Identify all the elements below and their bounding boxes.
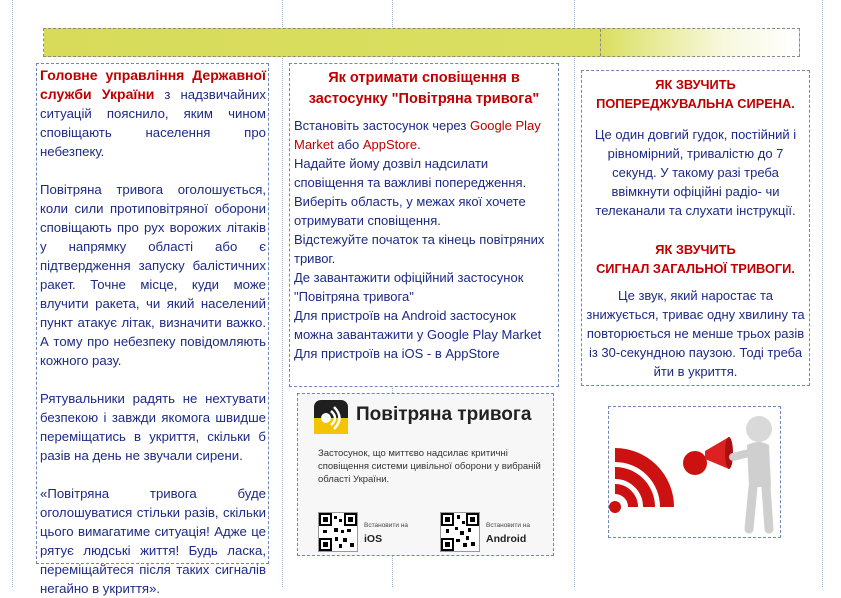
step-region: Виберіть область, у межах якої хочете отримувати сповіщення. [294, 194, 526, 228]
alert-definition-paragraph: Повітряна тривога оголошується, коли сили протиповітряної оборони сповіщають про рух ворожих літаків у напрямку області або є підтвердження запуску балістичних ракет. Точне місце, куди може влучити ракета, чи який населений пункт атакує літак, визначити важко. А тому про небезпеку повідомляють кожного разу. [40, 182, 266, 368]
intro-paragraph [40, 66, 266, 161]
warning-siren-heading-2: ПОПЕРЕДЖУВАЛЬНА СИРЕНА. [596, 96, 795, 111]
app-instructions-title: Як отримати сповіщення в застосунку "Повітряна тривога" [308, 70, 540, 107]
app-title: Повітряна тривога [356, 404, 532, 425]
guide-line [574, 0, 575, 587]
megaphone-person-icon [609, 407, 780, 537]
step-install-or: або [333, 137, 363, 152]
ios-store-name[interactable]: iOS [364, 533, 383, 545]
step-permissions: Надайте йому дозвіл надсилати сповіщення та важливі попередження. [294, 156, 527, 190]
android-qr-code-icon[interactable] [440, 512, 480, 552]
intro-text: з надзвичайних ситуацій пояснило, яким чином сповіщають населення про небезпеку. [40, 87, 266, 159]
general-alarm-heading-1: ЯК ЗВУЧИТЬ [655, 242, 736, 257]
header-bar [43, 28, 800, 57]
where-download: Де завантажити офіційний застосунок "Повітряна тривога" [294, 270, 524, 304]
warning-siren-description: Це один довгий гудок, постійний і рівномірний, тривалістю до 7 секунд. У такому разі треба ввімкнути офіційні радіо- чи телеканали та слухати інструкції. [594, 127, 797, 218]
column-siren-signals [581, 70, 810, 386]
quote-paragraph: «Повітряна тривога буде оголошуватися стільки разів, скільки цього вимагатиме ситуація! Адже це рятує людські життя! Будь ласка, переміщайтеся після таких сигналів негайно в укриття». [40, 486, 266, 596]
android-download: Для пристроїв на Android застосунок можна завантажити у Google Play Market [294, 308, 542, 342]
step-install-text: Встановіть застосунок через [294, 118, 470, 133]
appstore-link[interactable]: AppStore [362, 137, 418, 152]
guide-line [12, 0, 13, 587]
ios-download: Для пристроїв на iOS - в AppStore [294, 346, 500, 361]
rescuers-advice-paragraph: Рятувальники радять не нехтувати безпекою і завжди якомога швидше переміщатись в укриття, скільки б разів на день не звучали сирени. [40, 391, 266, 463]
step-track: Відстежуйте початок та кінець повітряних тривог. [294, 232, 545, 266]
google-play-link[interactable]: Google Play Market [294, 118, 541, 152]
header-bar-divider [600, 29, 601, 56]
android-store-name[interactable]: Android [486, 533, 527, 545]
column-app-instructions [289, 63, 559, 387]
general-alarm-heading-2: СИГНАЛ ЗАГАЛЬНОЇ ТРИВОГИ. [596, 261, 795, 276]
warning-siren-heading-1: ЯК ЗВУЧИТЬ [655, 77, 736, 92]
android-install-caption: Встановити на [486, 522, 531, 529]
megaphone-illustration [608, 406, 781, 538]
guide-line [282, 0, 283, 587]
ios-qr-code-icon[interactable] [318, 512, 358, 552]
app-promo-card [297, 393, 554, 556]
step-install-end: . [417, 137, 421, 152]
general-alarm-description: Це звук, який наростає та знижується, триває одну хвилину та повторюється не менше трьох разів із 30-секундною паузою. Тоді треба йти в укриття. [586, 288, 805, 379]
step-install [294, 116, 554, 154]
ios-install-caption: Встановити на [364, 522, 409, 529]
app-logo-icon [314, 400, 348, 434]
guide-line [822, 0, 823, 587]
app-description: Застосунок, що миттєво надсилає критичні сповіщення системи цивільної оборони у вибраній області України. [318, 448, 541, 485]
agency-name: Головне управління Державної служби України [40, 67, 266, 102]
column-civil-service-info [36, 63, 269, 596]
